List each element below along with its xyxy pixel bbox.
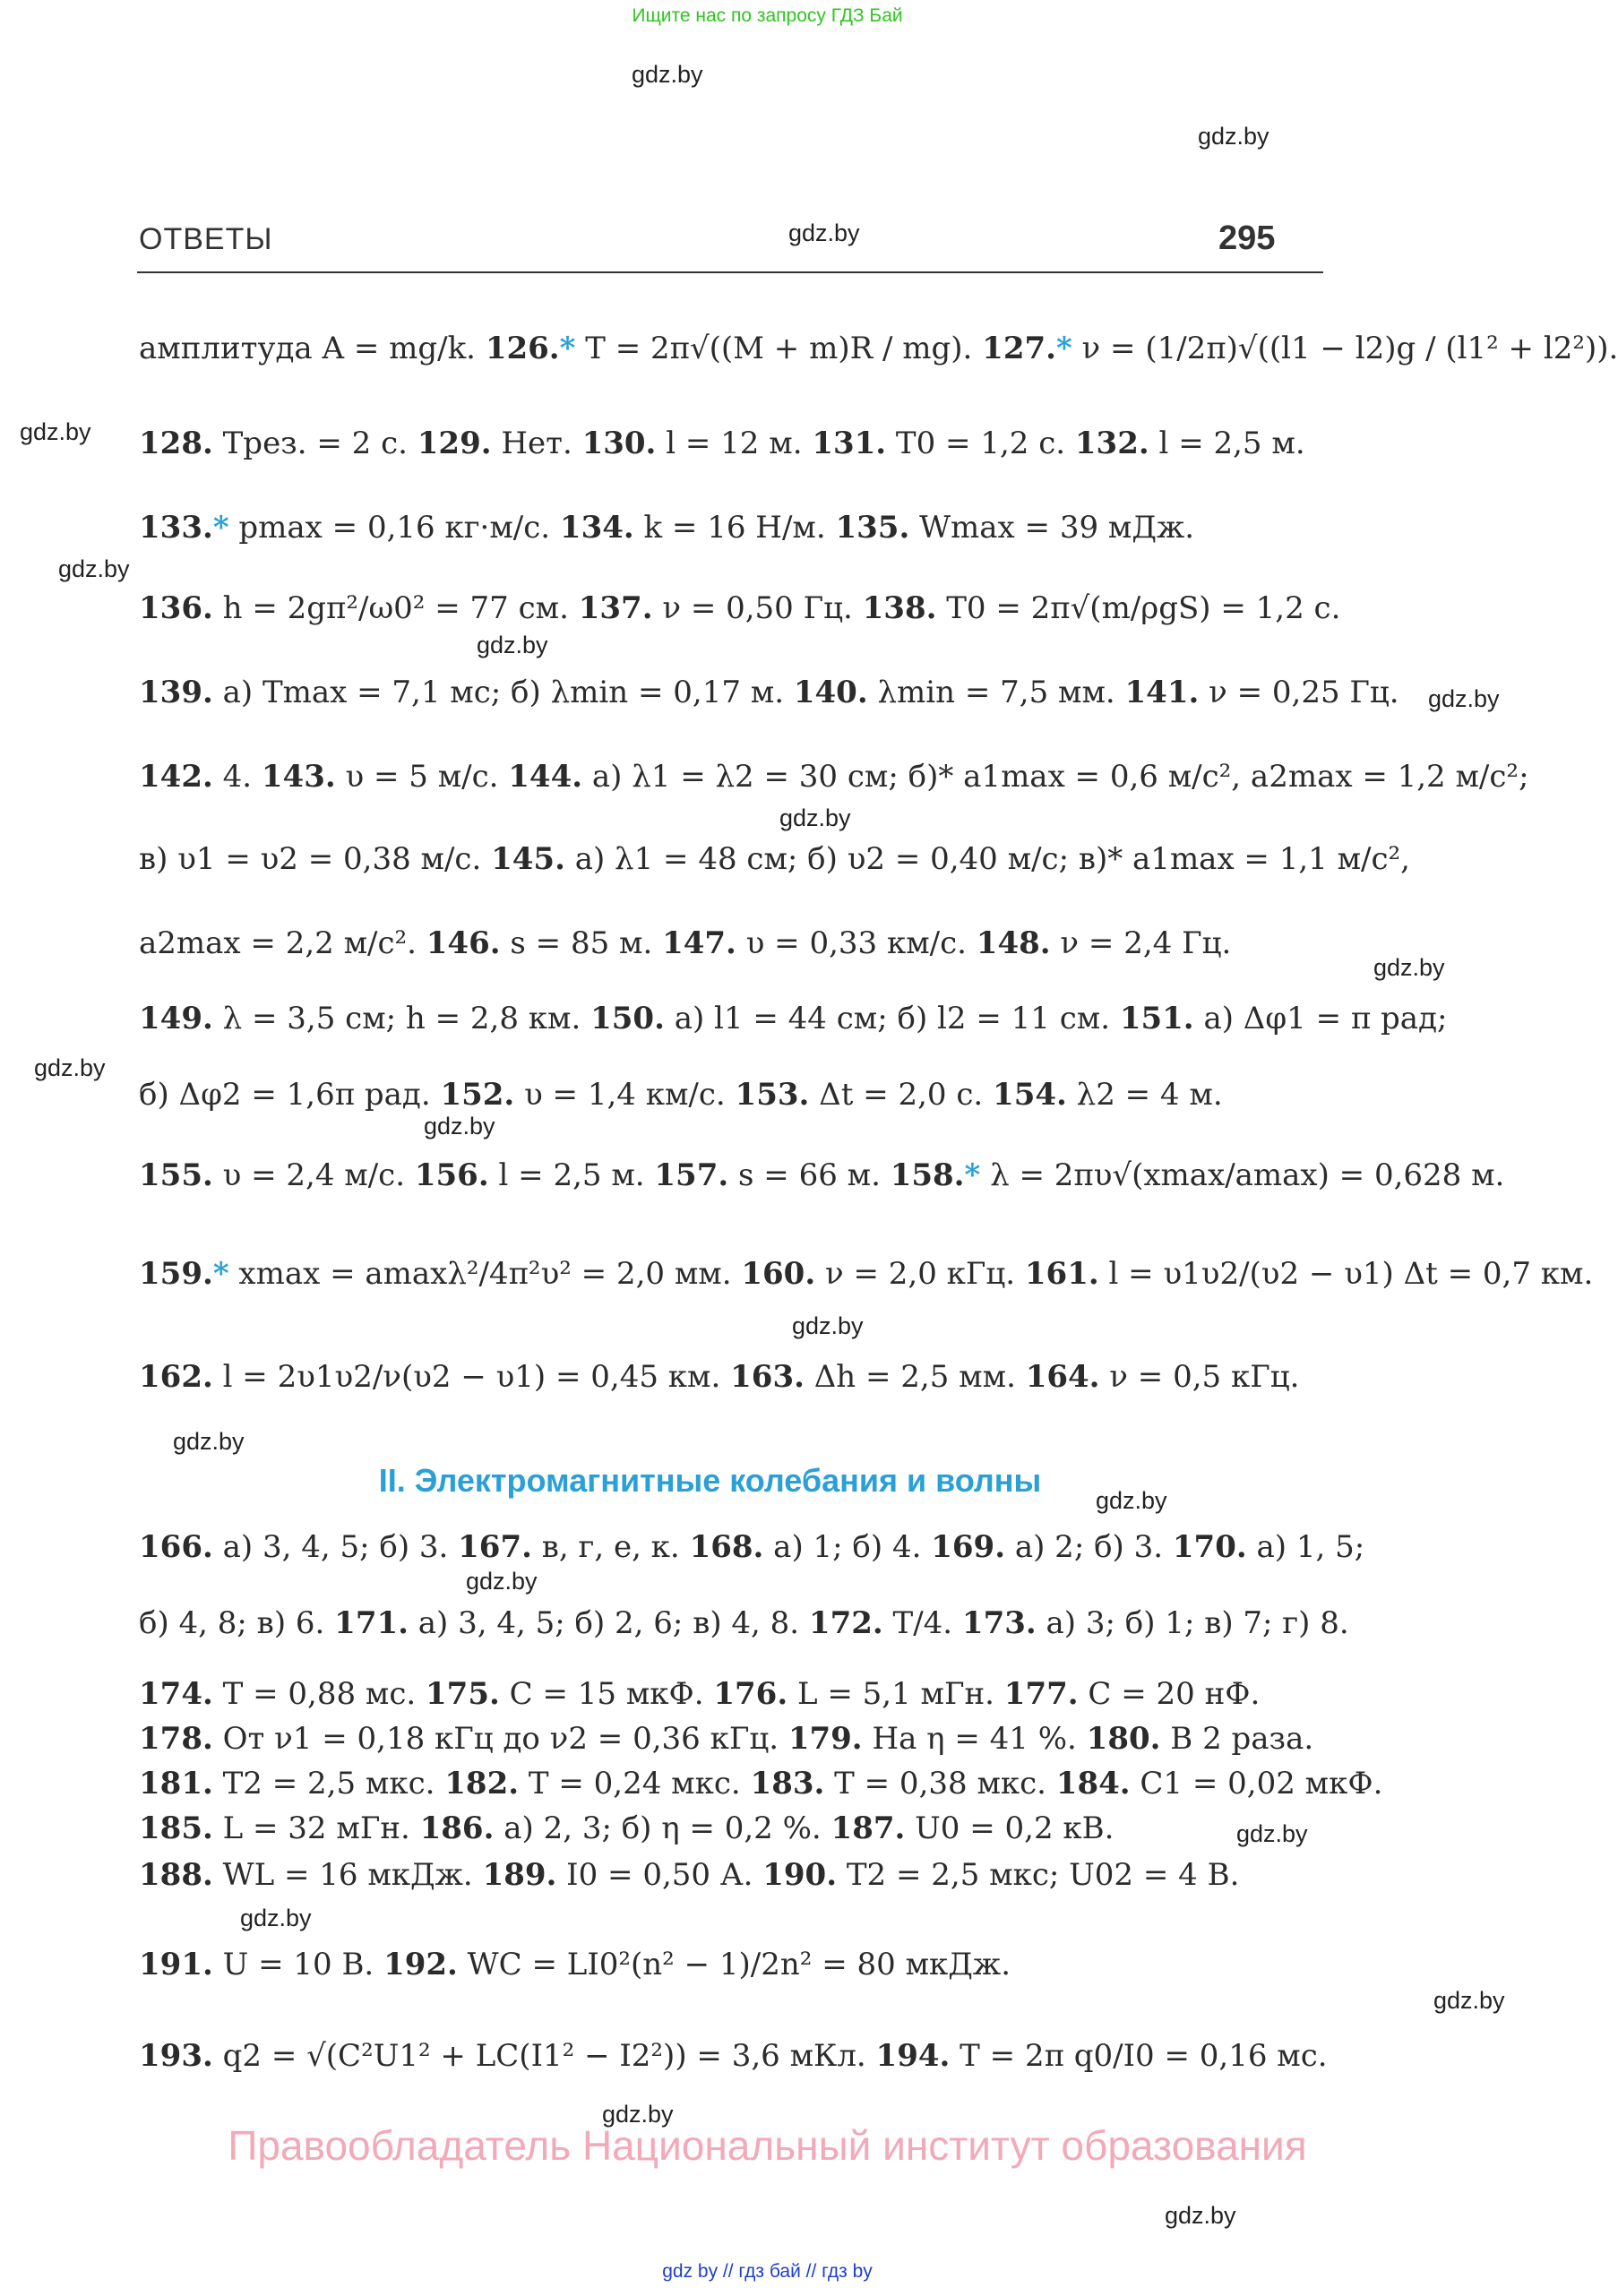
answer-line: 139. а) Tmax = 7,1 мс; б) λmin = 0,17 м. 140. λmin = 7,5 мм. 141. ν = 0,25 Гц. (139, 675, 1399, 710)
answer-line: 166. а) 3, 4, 5; б) 3. 167. в, г, е, к. 168. а) 1; б) 4. 169. а) 2; б) 3. 170. а) 1, 5; (139, 1529, 1365, 1565)
watermark: gdz.by (240, 1905, 312, 1931)
watermark: gdz.by (34, 1054, 106, 1081)
watermark: gdz.by (477, 632, 548, 658)
answer-line: 155. υ = 2,4 м/с. 156. l = 2,5 м. 157. s = 66 м. 158.* λ = 2πυ√(xmax/amax) = 0,628 м. (139, 1157, 1505, 1193)
watermark: gdz.by (58, 555, 130, 582)
watermark: gdz.by (1373, 954, 1445, 981)
answer-line: амплитуда A = mg/k. 126.* T = 2π√((M + m)R / mg). 127.* ν = (1/2π)√((l1 − l2)g / (l1² + l2²)). (139, 331, 1618, 366)
watermark: gdz.by (20, 418, 91, 445)
answer-line: 191. U = 10 В. 192. WC = LI0²(n² − 1)/2n² = 80 мкДж. (139, 1947, 1011, 1982)
watermark: gdz.by (1428, 685, 1500, 712)
watermark: gdz.by (779, 804, 851, 831)
answer-line: б) Δφ2 = 1,6π рад. 152. υ = 1,4 км/с. 153. Δt = 2,0 с. 154. λ2 = 4 м. (139, 1077, 1223, 1113)
watermark: gdz.by (466, 1568, 538, 1595)
answer-line: 178. От ν1 = 0,18 кГц до ν2 = 0,36 кГц. 179. На η = 41 %. 180. В 2 раза. (139, 1721, 1314, 1757)
watermark: gdz.by (1165, 2202, 1236, 2229)
page-number: 295 (1218, 219, 1276, 257)
watermark: gdz.by (1236, 1820, 1308, 1847)
watermark: gdz.by (632, 61, 703, 88)
answer-line: 174. T = 0,88 мс. 175. C = 15 мкФ. 176. L = 5,1 мГн. 177. C = 20 нФ. (139, 1676, 1261, 1712)
answer-line: 142. 4. 143. υ = 5 м/с. 144. а) λ1 = λ2 = 30 см; б)* a1max = 0,6 м/с², a2max = 1,2 м/с²; (139, 759, 1529, 795)
header-rule (137, 271, 1323, 273)
answer-line: 159.* xmax = amaxλ²/4π²υ² = 2,0 мм. 160. ν = 2,0 кГц. 161. l = υ1υ2/(υ2 − υ1) Δt = 0,7 км. (139, 1256, 1594, 1292)
answer-line: б) 4, 8; в) 6. 171. а) 3, 4, 5; б) 2, 6; в) 4, 8. 172. T/4. 173. а) 3; б) 1; в) 7; г) 8. (139, 1605, 1349, 1641)
running-header: ОТВЕТЫ (139, 222, 273, 256)
bottom-links[interactable]: gdz by // гдз бай // гдз by (662, 2261, 873, 2282)
answer-line: 136. h = 2gπ²/ω0² = 77 см. 137. ν = 0,50 Гц. 138. T0 = 2π√(m/ρgS) = 1,2 с. (139, 590, 1341, 626)
watermark: gdz.by (1096, 1487, 1167, 1514)
watermark: gdz.by (1198, 123, 1269, 150)
watermark: gdz.by (173, 1428, 245, 1455)
answer-line: 128. Tрез. = 2 с. 129. Нет. 130. l = 12 м. 131. T0 = 1,2 с. 132. l = 2,5 м. (139, 426, 1305, 461)
watermark: gdz.by (788, 219, 860, 246)
answer-line: 185. L = 32 мГн. 186. а) 2, 3; б) η = 0,2 %. 187. U0 = 0,2 кВ. (139, 1810, 1115, 1846)
search-hint-banner[interactable]: Ищите нас по запросу ГДЗ Бай (632, 5, 903, 26)
section-title: II. Электромагнитные колебания и волны (378, 1462, 1042, 1499)
watermark: gdz.by (602, 2101, 674, 2128)
answer-line: 181. T2 = 2,5 мкс. 182. T = 0,24 мкс. 183. T = 0,38 мкс. 184. C1 = 0,02 мкФ. (139, 1766, 1383, 1802)
answer-line: 133.* pmax = 0,16 кг·м/с. 134. k = 16 Н/м. 135. Wmax = 39 мДж. (139, 510, 1195, 546)
answer-line: 188. WL = 16 мкДж. 189. I0 = 0,50 А. 190. T2 = 2,5 мкс; U02 = 4 В. (139, 1857, 1240, 1893)
copyright-notice: Правообладатель Национальный институт образования (228, 2122, 1307, 2169)
answer-line: 193. q2 = √(C²U1² + LC(I1² − I2²)) = 3,6 мКл. 194. T = 2π q0/I0 = 0,16 мс. (139, 2038, 1328, 2074)
watermark: gdz.by (1433, 1987, 1505, 2014)
answer-line: a2max = 2,2 м/с². 146. s = 85 м. 147. υ = 0,33 км/с. 148. ν = 2,4 Гц. (139, 925, 1232, 961)
answer-line: 149. λ = 3,5 см; h = 2,8 км. 150. а) l1 = 44 см; б) l2 = 11 см. 151. а) Δφ1 = π рад; (139, 1001, 1448, 1036)
watermark: gdz.by (792, 1312, 864, 1339)
answer-line: 162. l = 2υ1υ2/ν(υ2 − υ1) = 0,45 км. 163. Δh = 2,5 мм. 164. ν = 0,5 кГц. (139, 1359, 1300, 1395)
watermark: gdz.by (424, 1113, 495, 1139)
answer-line: в) υ1 = υ2 = 0,38 м/с. 145. а) λ1 = 48 см; б) υ2 = 0,40 м/с; в)* a1max = 1,1 м/с², (139, 841, 1410, 877)
